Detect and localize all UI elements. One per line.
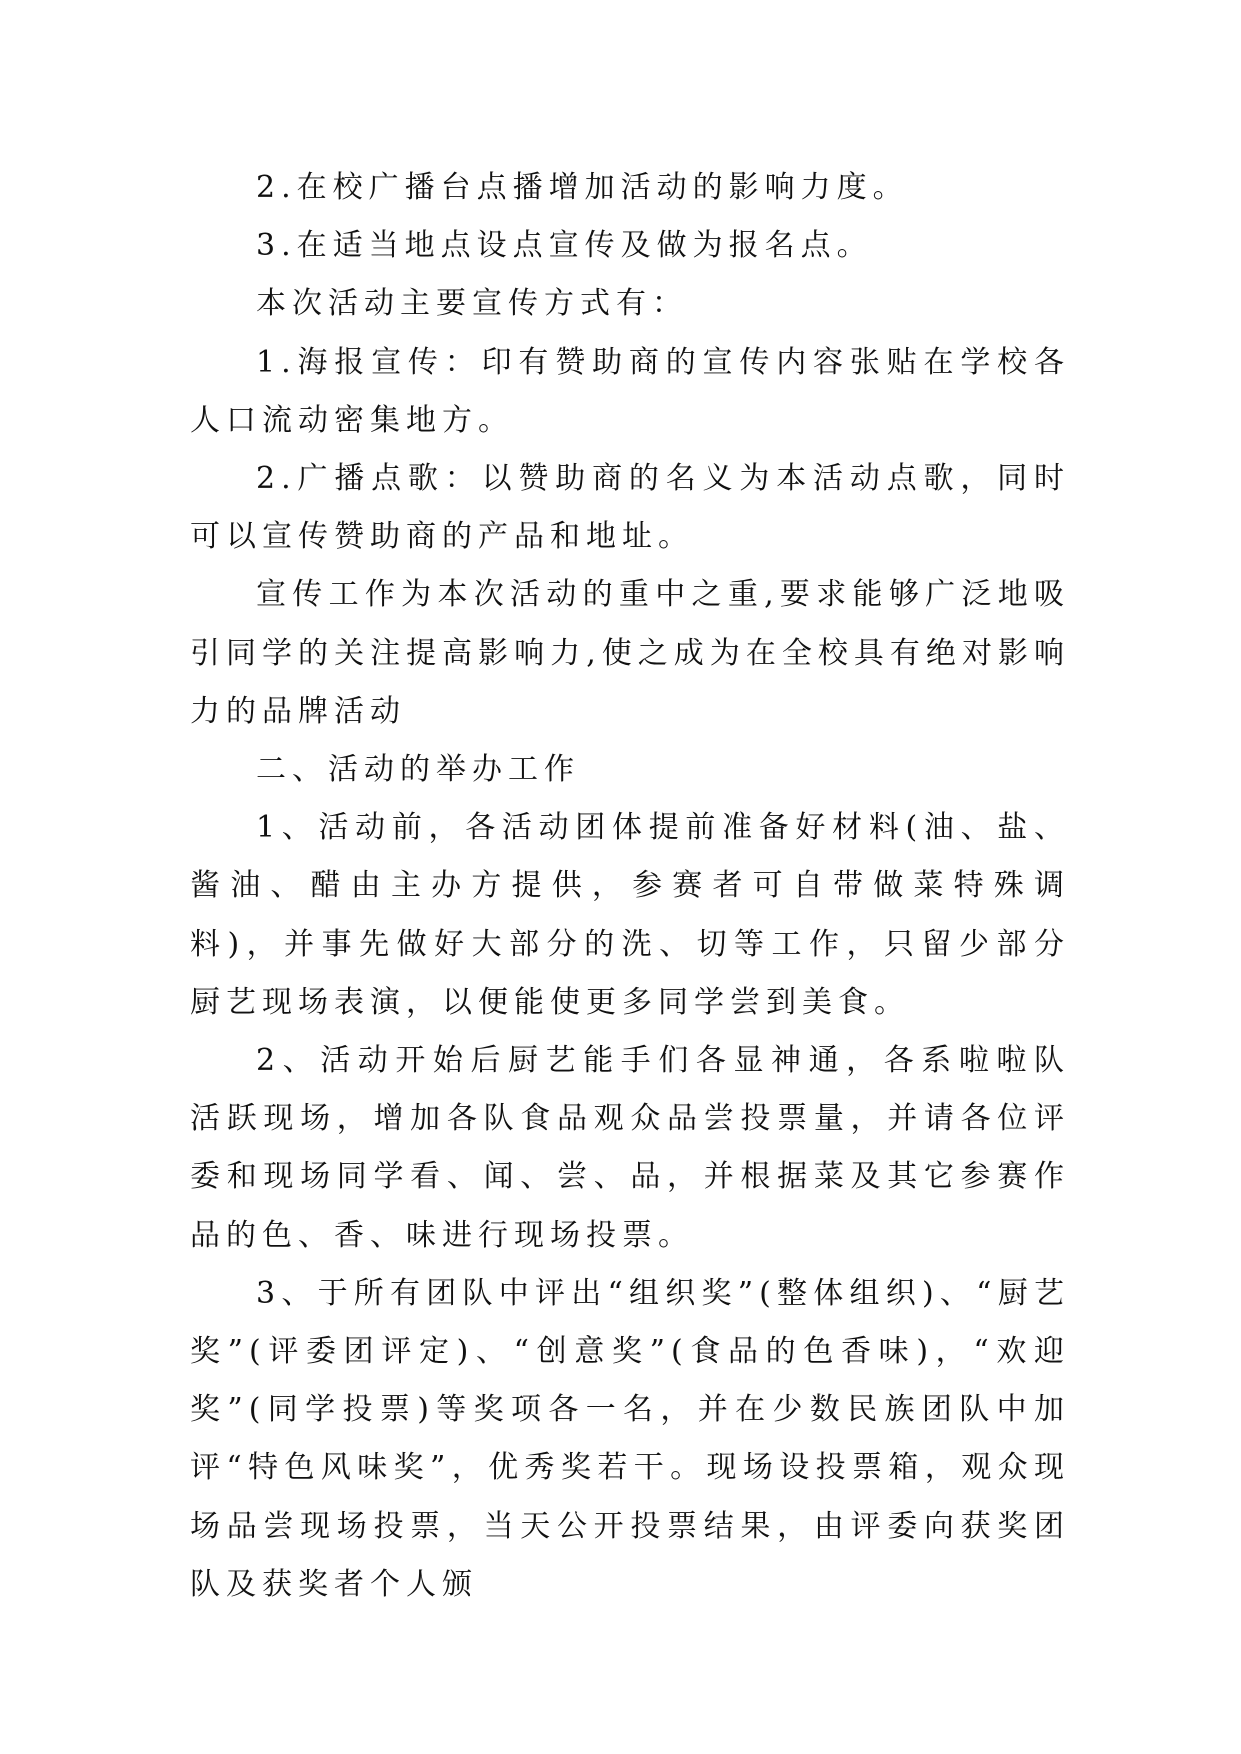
paragraph-during-event: 2、活动开始后厨艺能手们各显神通，各系啦啦队活跃现场，增加各队食品观众品尝投票量，并请各位评委和现场同学看、闻、尝、品，并根据菜及其它参赛作品的色、香、味进行现场投票。 xyxy=(190,1043,1070,1253)
paragraph-awards: 3、于所有团队中评出“组织奖”(整体组织)、“厨艺奖”(评委团评定)、“创意奖”(食品的色香味)，“欢迎奖”(同学投票)等奖项各一名，并在少数民族团队中加评“特色风味奖”，优秀奖若干。现场设投票箱，观众现场品尝现场投票，当天公开投票结果，由评委向获奖团队及获奖者个人颁 xyxy=(190,1275,1070,1602)
section-heading-event-organization: 二、活动的举办工作 xyxy=(256,752,580,788)
paragraph-before-event: 1、活动前，各活动团体提前准备好材料(油、盐、酱油、醋由主办方提供，参赛者可自带做菜特殊调料)，并事先做好大部分的洗、切等工作，只留少部分厨艺现场表演，以便能使更多同学尝到美食。 xyxy=(190,810,1070,1020)
paragraph-poster-promotion: 1.海报宣传：印有赞助商的宣传内容张贴在学校各人口流动密集地方。 xyxy=(190,344,1070,438)
document-body xyxy=(190,159,1070,1614)
paragraph-broadcast-request: 2.在校广播台点播增加活动的影响力度。 xyxy=(256,170,909,205)
paragraph-radio-song-request: 2.广播点歌：以赞助商的名义为本活动点歌，同时可以宣传赞助商的产品和地址。 xyxy=(190,461,1070,555)
paragraph-promotion-importance: 宣传工作为本次活动的重中之重,要求能够广泛地吸引同学的关注提高影响力,使之成为在全校具有绝对影响力的品牌活动 xyxy=(190,577,1070,729)
paragraph-registration-points: 3.在适当地点设点宣传及做为报名点。 xyxy=(256,228,873,264)
paragraph-promotion-methods-heading: 本次活动主要宣传方式有： xyxy=(256,286,688,322)
